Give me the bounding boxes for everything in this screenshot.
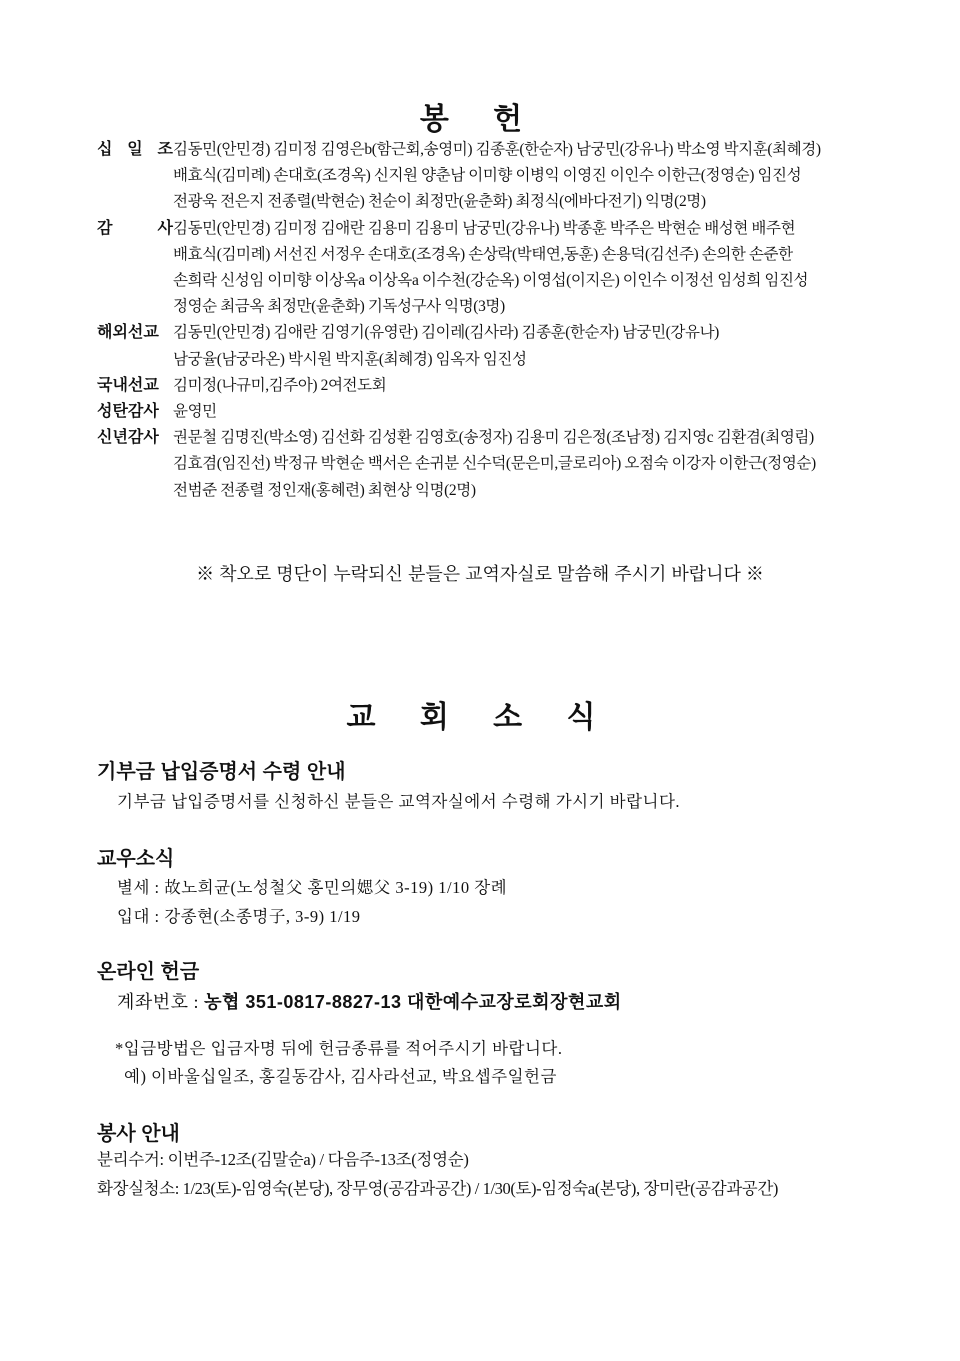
members-line: 별세 : 故노희균(노성철父 홍민의媤父 3-19) 1/10 장례 xyxy=(117,878,508,897)
offering-category-label: 신년감사 xyxy=(97,429,159,447)
offering-category-label: 십 일 조 xyxy=(97,141,173,158)
offering-names-line: 배효식(김미례) 손대호(조경옥) 신지원 양춘남 이미향 이병익 이영진 이인수 이한근(정영순) 임진성 xyxy=(173,167,802,185)
offering-group xyxy=(97,320,897,372)
account-line xyxy=(117,988,622,1014)
offering-names-line: 김동민(안민경) 김미정 김영은b(함근회,송영미) 김종훈(한순자) 남궁민(강유나) 박소영 박지훈(최혜경) xyxy=(173,141,821,158)
offering-group xyxy=(97,399,897,425)
online-note: *입금방법은 입금자명 뒤에 헌금종류를 적어주시기 바랍니다. xyxy=(115,1039,563,1058)
offering-title: 봉 헌 xyxy=(419,103,541,136)
account-label: 계좌번호 : xyxy=(117,992,205,1012)
service-heading: 봉사 안내 xyxy=(97,1123,180,1145)
offering-names-line: 윤영민 xyxy=(173,403,217,421)
service-line: 분리수거: 이번주-12조(김말순a) / 다음주-13조(정영순) xyxy=(97,1150,469,1169)
offering-names xyxy=(173,425,816,504)
donation-heading: 기부금 납입증명서 수령 안내 xyxy=(97,761,346,783)
news-title: 교 회 소 식 xyxy=(346,701,614,734)
offering-names xyxy=(173,399,217,425)
offering-names-line: 김효겸(임진선) 박정규 박현순 백서은 손귀분 신수덕(문은미,글로리아) 오점숙 이강자 이한근(정영순) xyxy=(173,455,816,473)
offering-category-label: 국내선교 xyxy=(97,376,159,394)
offering-list xyxy=(97,137,897,504)
offering-category-label: 해외선교 xyxy=(97,324,159,342)
offering-category-label: 감 사 xyxy=(97,219,173,237)
offering-names-line: 김동민(안민경) 김애란 김영기(유영란) 김이레(김사라) 김종훈(한순자) 남궁민(강유나) xyxy=(173,324,719,342)
offering-names-line: 권문철 김명진(박소영) 김선화 김성환 김영호(송정자) 김용미 김은정(조남정) 김지영c 김환겸(최영림) xyxy=(173,429,814,447)
offering-names-line: 김동민(안민경) 김미정 김애란 김용미 김용미 남궁민(강유나) 박종훈 박주은 박현순 배성현 배주현 xyxy=(173,219,796,237)
offering-group xyxy=(97,216,897,321)
offering-names xyxy=(173,216,808,321)
offering-names-line: 남궁율(남궁라온) 박시원 박지훈(최혜경) 임옥자 임진성 xyxy=(173,350,527,368)
offering-names xyxy=(173,137,821,216)
online-heading: 온라인 헌금 xyxy=(97,961,200,983)
offering-group xyxy=(97,425,897,504)
omission-notice: ※ 착오로 명단이 누락되신 분들은 교역자실로 말씀해 주시기 바랍니다 ※ xyxy=(196,564,764,584)
donation-text: 기부금 납입증명서를 신청하신 분들은 교역자실에서 수령해 가시기 바랍니다. xyxy=(117,792,681,811)
service-line: 화장실청소: 1/23(토)-임영숙(본당), 장무영(공감과공간) / 1/30(토)-임정숙a(본당), 장미란(공감과공간) xyxy=(97,1179,778,1198)
offering-category-label: 성탄감사 xyxy=(97,403,159,421)
account-number: 농협 351-0817-8827-13 대한예수교장로회장현교회 xyxy=(204,992,622,1012)
members-heading: 교우소식 xyxy=(97,848,175,870)
offering-names-line: 정영순 최금옥 최정만(윤춘화) 기독성구사 익명(3명) xyxy=(173,298,505,316)
offering-group xyxy=(97,373,897,399)
offering-names xyxy=(173,320,719,372)
offering-names-line: 손희락 신성임 이미향 이상옥a 이상옥a 이수천(강순옥) 이영섭(이지은) 이인수 이정선 임성희 임진성 xyxy=(173,272,809,290)
offering-names-line: 김미정(나규미,김주아) 2여전도회 xyxy=(173,376,387,394)
online-example: 예) 이바울십일조, 홍길동감사, 김사라선교, 박요셉주일헌금 xyxy=(124,1067,557,1086)
offering-names-line: 전광욱 전은지 전종렬(박현순) 천순이 최정만(윤춘화) 최정식(에바다전기) 익명(2명) xyxy=(173,193,706,211)
offering-names-line: 전범준 전종렬 정인재(홍혜련) 최현상 익명(2명) xyxy=(173,481,476,499)
offering-names-line: 배효식(김미례) 서선진 서정우 손대호(조경옥) 손상락(박태연,동훈) 손용덕(김선주) 손의한 손준한 xyxy=(173,245,793,263)
offering-group xyxy=(97,137,897,216)
members-line: 입대 : 강종현(소종명子, 3-9) 1/19 xyxy=(117,907,361,926)
offering-names xyxy=(173,373,386,399)
